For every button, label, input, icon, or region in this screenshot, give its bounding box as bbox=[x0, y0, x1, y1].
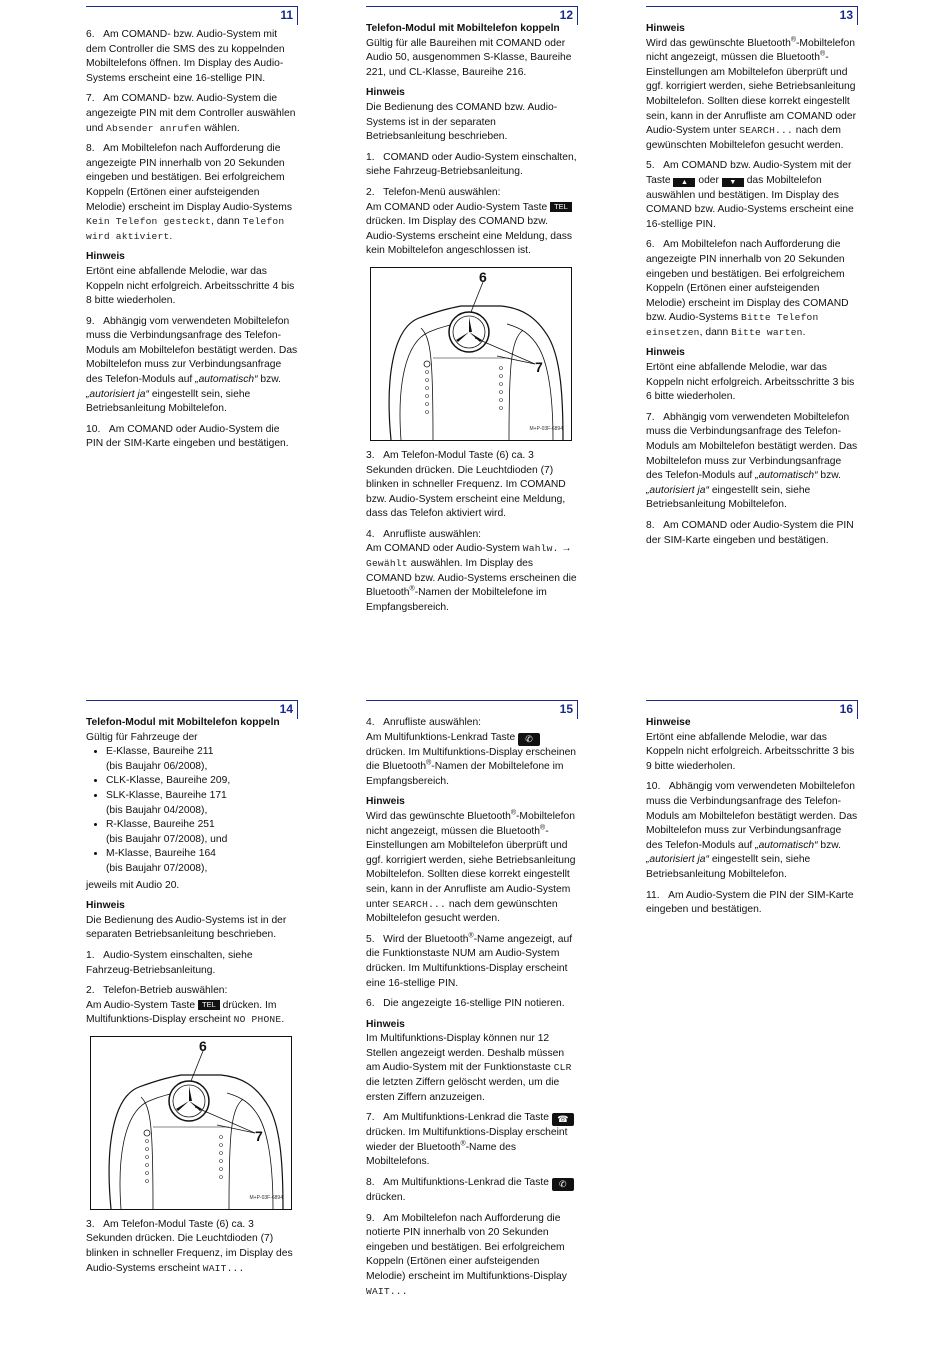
figure-caption: M+P-03F-6894 bbox=[529, 426, 563, 433]
list-item: • E-Klasse, Baureihe 211 (bis Baujahr 06/2008), bbox=[106, 745, 298, 774]
list-item: • M-Klasse, Baureihe 164 (bis Baujahr 07/2008), bbox=[106, 847, 298, 876]
step-2: 2. Telefon-Betrieb auswählen: Am Audio-System Taste TEL drücken. Im Multifunktions-Display erscheint NO PHONE. bbox=[86, 985, 285, 1026]
page-header bbox=[366, 6, 578, 25]
page-number: 14 bbox=[279, 702, 293, 716]
step-8: 8. Am COMAND oder Audio-System die PIN der SIM-Karte eingeben und bestätigen. bbox=[646, 520, 854, 546]
tel-key-icon: TEL bbox=[198, 1000, 220, 1010]
step-2: 2. Telefon-Menü auswählen: Am COMAND oder Audio-System Taste TEL drücken. Im Display des COMAND bzw. Audio-Systems erscheint eine Meldung, dass kein Mobiltelefon angeschlossen ist. bbox=[366, 186, 573, 257]
page-16 bbox=[646, 700, 858, 924]
page-number: 16 bbox=[839, 702, 853, 716]
step-7: 7. Am Multifunktions-Lenkrad die Taste ☎ drücken. Im Multifunktions-Display erscheint wieder der Bluetooth®-Name des Mobiltelefons. bbox=[366, 1111, 578, 1170]
page-12 bbox=[366, 6, 578, 621]
hinweis-text-2: Im Multifunktions-Display können nur 12 Stellen angezeigt werden. Deshalb müssen am Audio-System mit der Funktionstaste CLR die letzten Ziffern gelöscht werden, um die ersten Ziffern anzuzeigen. bbox=[366, 1033, 572, 1103]
phone-accept-key-icon: ✆ bbox=[518, 733, 540, 746]
page-14 bbox=[86, 700, 298, 1282]
arrow-up-key-icon: ▲ bbox=[673, 178, 695, 187]
outro: jeweils mit Audio 20. bbox=[86, 879, 180, 891]
hinweis-text: Wird das gewünschte Bluetooth®-Mobiltelefon nicht angezeigt, müssen die Bluetooth®-Einstellungen am Mobiltelefon überprüft und ggf. korrigiert werden, siehe Betriebsanleitung Mobiltelefon. Sollten diese korrekt eingestellt sein, kann in der Anrufliste am COMAND oder Audio-System unter SEARCH... nach dem gewünschten Mobiltelefon gesucht werden. bbox=[646, 36, 857, 151]
figure-label-7: 7 bbox=[255, 1127, 263, 1144]
list-item: • CLK-Klasse, Baureihe 209, bbox=[106, 774, 298, 789]
page-13 bbox=[646, 6, 858, 554]
page-number: 11 bbox=[280, 8, 293, 22]
intro: Gültig für Fahrzeuge der bbox=[86, 731, 198, 743]
figure-label-6: 6 bbox=[199, 1037, 207, 1054]
hinweis-heading: Hinweis bbox=[86, 251, 125, 263]
page-header bbox=[646, 6, 858, 25]
page-header bbox=[366, 700, 578, 719]
step-4: 4. Anrufliste auswählen: Am COMAND oder Audio-System Wahlw. → Gewählt auswählen. Im Display des COMAND bzw. Audio-Systems erscheinen die Bluetooth®-Namen der Mobiltelefone im Empfangsbereich. bbox=[366, 528, 577, 613]
page-header bbox=[86, 700, 298, 719]
phone-accept-key-icon: ✆ bbox=[552, 1178, 574, 1191]
step-3: 3. Am Telefon-Modul Taste (6) ca. 3 Sekunden drücken. Die Leuchtdioden (7) blinken in schneller Frequenz, im Display des Audio-Systems erscheint WAIT... bbox=[86, 1218, 293, 1274]
tel-key-icon: TEL bbox=[550, 202, 572, 212]
step-9: 9. Abhängig vom verwendeten Mobiltelefon muss die Verbindungsanfrage des Telefon-Moduls am Mobiltelefon bestätigt werden. Das Mobiltelefon muss zur Verbindungsanfrage des Telefon-Moduls auf „automatisch“ bzw. „autorisiert ja“ eingestellt sein, siehe Betriebsanleitung Mobiltelefon. bbox=[86, 315, 298, 415]
telephone-module-figure bbox=[370, 267, 572, 441]
step-11: 11. Am Audio-System die PIN der SIM-Karte eingeben und bestätigen. bbox=[646, 889, 854, 916]
intro: Gültig für alle Baureihen mit COMAND oder Audio 50, ausgenommen S-Klasse, Baureihe 221, und CL-Klasse, Baureihe 216. bbox=[366, 37, 572, 78]
step-6: 6. Am Mobiltelefon nach Aufforderung die angezeigte PIN innerhalb von 20 Sekunden eingeben und bestätigen. Bei erfolgreichem Koppeln (Ertönen einer aufsteigenden Melodie) erscheint im Display des COMAND bzw. Audio-Systems Bitte Telefon einsetzen, dann Bitte warten. bbox=[646, 239, 849, 338]
step-10: 10. Am COMAND oder Audio-System die PIN der SIM-Karte eingeben und bestätigen. bbox=[86, 423, 289, 450]
step-6: 6. Die angezeigte 16-stellige PIN notieren. bbox=[366, 998, 565, 1010]
step-8: 8. Am Multifunktions-Lenkrad die Taste ✆ drücken. bbox=[366, 1176, 578, 1206]
arrow-down-key-icon: ▼ bbox=[722, 178, 744, 187]
step-6: 6. Am COMAND- bzw. Audio-System mit dem Controller die SMS des zu koppelnden Mobiltelefons öffnen. Im Display des Audio-Systems erscheint eine 16-stellige PIN. bbox=[86, 29, 285, 84]
hinweis-text: Ertönt eine abfallende Melodie, war das Koppeln nicht erfolgreich. Arbeitsschritte 4 bis 8 bitte wiederholen. bbox=[86, 265, 295, 307]
hinweis-heading: Hinweis bbox=[366, 87, 405, 99]
page-header bbox=[86, 6, 298, 25]
step-4: 4. Anrufliste auswählen: Am Multifunktions-Lenkrad Taste ✆ drücken. Im Multifunktions-Display erscheinen die Bluetooth®-Namen der Mobiltelefone im Empfangsbereich. bbox=[366, 717, 577, 787]
step-1: 1. Audio-System einschalten, siehe Fahrzeug-Betriebsanleitung. bbox=[86, 949, 253, 976]
figure-caption: M+P-03F-6894 bbox=[249, 1195, 283, 1202]
phone-hangup-key-icon: ☎ bbox=[552, 1113, 574, 1126]
hinweis-text-2: Ertönt eine abfallende Melodie, war das Koppeln nicht erfolgreich. Arbeitsschritte 3 bis 6 bitte wiederholen. bbox=[646, 362, 855, 403]
section-title: Telefon-Modul mit Mobiltelefon koppeln bbox=[366, 23, 560, 34]
telephone-module-illustration bbox=[371, 268, 571, 440]
step-7: 7. Abhängig vom verwendeten Mobiltelefon muss die Verbindungsanfrage des Telefon-Moduls am Mobiltelefon bestätigt werden. Das Mobiltelefon muss zur Verbindungsanfrage des Telefon-Moduls auf „automatisch“ bzw. „autorisiert ja“ eingestellt sein, siehe Betriebsanleitung Mobiltelefon. bbox=[646, 411, 858, 511]
hinweis-heading: Hinweis bbox=[646, 23, 685, 34]
step-7: 7. Am COMAND- bzw. Audio-System die angezeigte PIN mit dem Controller auswählen und Absender anrufen wählen. bbox=[86, 93, 296, 134]
step-10: 10. Abhängig vom verwendeten Mobiltelefon muss die Verbindungsanfrage des Telefon-Moduls am Mobiltelefon bestätigt werden. Das Mobiltelefon muss zur Verbindungsanfrage des Telefon-Moduls auf „automatisch“ bzw. „autorisiert ja“ eingestellt sein, siehe Betriebsanleitung Mobiltelefon. bbox=[646, 781, 858, 880]
hinweis-text: Die Bedienung des COMAND bzw. Audio-Systems ist in der separaten Betriebsanleitung beschrieben. bbox=[366, 101, 558, 143]
figure-label-7: 7 bbox=[535, 358, 543, 375]
figure-label-6: 6 bbox=[479, 268, 487, 285]
list-item: • R-Klasse, Baureihe 251 (bis Baujahr 07/2008), und bbox=[106, 818, 298, 847]
hinweis-heading-2: Hinweis bbox=[366, 1018, 405, 1030]
page-11 bbox=[86, 6, 298, 458]
telephone-module-illustration bbox=[91, 1037, 291, 1209]
page-number: 13 bbox=[839, 8, 853, 22]
hinweise-heading: Hinweise bbox=[646, 717, 691, 728]
step-8: 8. Am Mobiltelefon nach Aufforderung die angezeigte PIN innerhalb von 20 Sekunden eingeben und bestätigen. Bei erfolgreichem Koppeln (Ertönen einer aufsteigenden Melodie) erscheint im Display Audio-Systems Kein Telefon gesteckt, dann Telefon wird aktiviert. bbox=[86, 143, 293, 242]
vehicle-list bbox=[86, 745, 298, 876]
hinweis-heading: Hinweis bbox=[86, 900, 125, 912]
hinweis-text: Ertönt eine abfallende Melodie, war das Koppeln nicht erfolgreich. Arbeitsschritte 3 bis 9 bitte wiederholen. bbox=[646, 731, 855, 772]
page-number: 12 bbox=[559, 8, 573, 22]
step-1: 1. COMAND oder Audio-System einschalten, siehe Fahrzeug-Betriebsanleitung. bbox=[366, 151, 577, 178]
page-header bbox=[646, 700, 858, 719]
hinweis-heading-2: Hinweis bbox=[646, 347, 685, 359]
step-5: 5. Am COMAND bzw. Audio-System mit der Taste ▲ oder ▼ das Mobiltelefon auswählen und bestätigen. Im Display des COMAND bzw. Audio-Systems erscheint eine 16-stellige PIN. bbox=[646, 160, 854, 230]
page-15 bbox=[366, 700, 578, 1305]
step-5: 5. Wird der Bluetooth®-Name angezeigt, auf die Funktionstaste NUM am Audio-System drücken. Im Multifunktions-Display erscheint eine 16-stellige PIN. bbox=[366, 932, 573, 989]
hinweis-text: Die Bedienung des Audio-Systems ist in der separaten Betriebsanleitung beschrieben. bbox=[86, 914, 287, 941]
list-item: • SLK-Klasse, Baureihe 171 (bis Baujahr 04/2008), bbox=[106, 789, 298, 818]
step-3: 3. Am Telefon-Modul Taste (6) ca. 3 Sekunden drücken. Die Leuchtdioden (7) blinken in schneller Frequenz. Im COMAND bzw. Audio-System erscheint eine Meldung, dass das Telefon aktiviert wird. bbox=[366, 449, 566, 520]
hinweis-text: Wird das gewünschte Bluetooth®-Mobiltelefon nicht angezeigt, müssen die Bluetooth®-Einstellungen am Mobiltelefon überprüft und ggf. korrigiert werden, siehe Betriebsanleitung Mobiltelefon. Sollten diese korrekt eingestellt sein, kann in der Anrufliste am Audio-System unter SEARCH... nach dem gewünschten Mobiltelefon gesucht werden. bbox=[366, 809, 576, 925]
hinweis-heading: Hinweis bbox=[366, 796, 405, 808]
step-9: 9. Am Mobiltelefon nach Aufforderung die notierte PIN innerhalb von 20 Sekunden eingeben und bestätigen. Bei erfolgreichem Koppeln (Ertönen einer aufsteigenden Melodie) erscheint im Multifunktions-Display WAIT... bbox=[366, 1212, 567, 1297]
telephone-module-figure bbox=[90, 1036, 292, 1210]
section-title: Telefon-Modul mit Mobiltelefon koppeln bbox=[86, 717, 280, 728]
page-number: 15 bbox=[559, 702, 573, 716]
